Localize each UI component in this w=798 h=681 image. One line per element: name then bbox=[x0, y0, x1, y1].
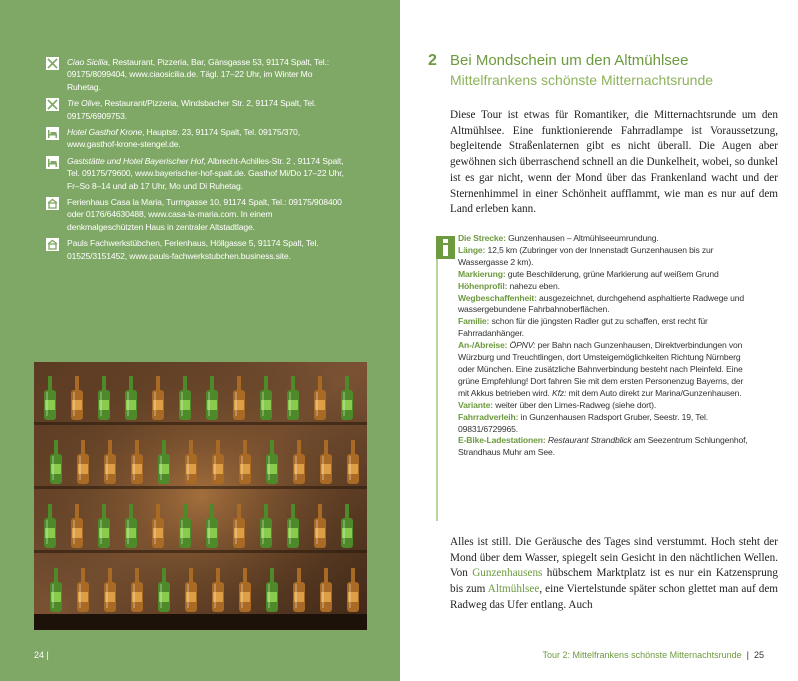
page-number: 24 bbox=[34, 650, 45, 660]
listing-details: Pauls Fachwerkstübchen, Ferienhaus, Höllgasse 5, 91174 Spalt, Tel. 01525/3151452, www.pauls-fachwerkstubchen.business.site. bbox=[67, 238, 319, 261]
info-family: Familie: schon für die jüngsten Radler gut zu schaffen, erst recht für Fahrradanhänger. bbox=[458, 316, 708, 339]
left-page-footer: 24 | bbox=[34, 650, 49, 660]
listing-item bbox=[46, 126, 346, 151]
listing-item bbox=[46, 56, 346, 93]
listing-name: Gaststätte und Hotel Bayerischer Hof bbox=[67, 155, 204, 166]
info-travel: An-/Abreise: ÖPNV: per Bahn nach Gunzenhausen, Direktverbindungen von Würzburg und Treuchtlingen, dort Umsteigemöglichkeiten Richtung Nürnberg oder München. Eine zusätzliche Bahnverbindung besteht nach Pleinfeld. Eine grüne Empfehlung! Dort fahren Sie mit dem ersten Personenzug Bayerns, der mit Akkus betrieben wird. Kfz: mit dem Auto direkt zur Marina/Gunzenhausen. bbox=[458, 340, 744, 398]
info-length: Länge: 12,5 km (Zubringer von der Innenstadt Gunzenhausen bis zur Wassergasse 2 km). bbox=[458, 244, 714, 267]
place-link: Altmühlsee bbox=[487, 583, 540, 596]
bottle-wall-image bbox=[34, 362, 367, 630]
listing-item bbox=[46, 237, 346, 262]
info-ebike-charging: E-Bike-Ladestationen: Restaurant Strandblick am Seezentrum Schlungenhof, Strandhaus Muhr am See. bbox=[458, 435, 748, 458]
info-icon bbox=[436, 236, 455, 259]
right-page bbox=[400, 0, 798, 681]
intro-paragraph: Diese Tour ist etwas für Romantiker, die Mitternachtsrunde um den Altmühlsee. Eine funktionierende Fahrradlampe ist Voraussetzung, begleitende Straßenlaternen gibt es nicht überall. Die Augen aber gewöhnen sich überraschend schnell an die Dunkelheit, wobei, so dunkel ist es gar nicht, wenn der Mond über das Frankenland wacht und der Sternenhimmel in einer Schönheit aufflammt, wie man es nur auf dem Land erleben kann. bbox=[450, 109, 778, 216]
listings bbox=[46, 56, 346, 266]
tour-subtitle: Mittelfrankens schönste Mitternachtsrunde bbox=[450, 72, 714, 88]
page-number: 25 bbox=[753, 650, 764, 660]
listing-name: Hotel Gasthof Krone bbox=[67, 127, 143, 138]
listing-item bbox=[46, 97, 346, 122]
place-link: Gunzenhausens bbox=[472, 567, 543, 580]
house-icon bbox=[46, 197, 59, 210]
running-footer-title: Tour 2: Mittelfrankens schönste Mitternachtsrunde bbox=[542, 650, 742, 660]
tour-info-box bbox=[458, 233, 748, 459]
listing-name: Tre Olive bbox=[67, 98, 100, 109]
house-icon bbox=[46, 238, 59, 251]
bottle-wall-photo bbox=[34, 362, 367, 630]
info-elevation: Höhenprofil: nahezu eben. bbox=[458, 280, 560, 291]
info-route: Die Strecke: Gunzenhausen – Altmühlseeumrundung. bbox=[458, 233, 659, 243]
listing-name: Ciao Sicilia bbox=[67, 57, 108, 67]
info-surface: Wegbeschaffenheit: ausgezeichnet, durchgehend asphaltierte Radwege und wassergebundene Fahrbahnoberflächen. bbox=[458, 292, 744, 315]
listing-details: , Restaurant/Pizzeria, Windsbacher Str. 2, 91174 Spalt, Tel. 09175/6909753. bbox=[67, 98, 317, 121]
outro-paragraph: Alles ist still. Die Geräusche des Tages sind verstummt. Hoch steht der Mond über dem Wasser, spiegelt sein Gesicht in den nächtlichen Wellen. Von Gunzenhausens hübschem Marktplatz ist es nur ein Katzensprung bis zum Altmühlsee, eine Viertelstunde später schon glettet man auf dem Radweg das Ufer entlang. Auch bbox=[450, 536, 778, 611]
bed-icon bbox=[46, 156, 59, 169]
bed-icon bbox=[46, 127, 59, 140]
listing-details: , Hauptstr. 23, 91174 Spalt, Tel. 09175/370, www.gasthof-krone-stengel.de. bbox=[67, 127, 300, 150]
tour-title: Bei Mondschein um den Altmühlsee bbox=[450, 52, 689, 69]
listing-item bbox=[46, 196, 346, 233]
listing-details: , Restaurant, Pizzeria, Bar, Gänsgasse 53, 91174 Spalt, Tel.: 09175/8099404, www.ciaosicilia.de. Tägl. 17–22 Uhr, im Winter Mo Ruhetag. bbox=[67, 57, 329, 92]
right-page-footer: Tour 2: Mittelfrankens schönste Mitternachtsrunde | 25 bbox=[542, 650, 764, 660]
listing-details: , Albrecht-Achilles-Str. 2 , 91174 Spalt, Tel. 09175/79600, www.bayerischer-hof-spalt.de. Gasthof Mi/Do 17–22 Uhr, Fr–So 8–14 und ab 17 Uhr, Mo und Di Ruhetag. bbox=[67, 155, 344, 191]
listing-details: Ferienhaus Casa la Maria, Turmgasse 10, 91174 Spalt, Tel.: 09175/908400 oder 0176/64630488, www.casa-la-maria.com. In einem denkmalgeschützten Haus in zentraler Altstadtlage. bbox=[67, 197, 342, 232]
info-variant: Variante: weiter über den Limes-Radweg (siehe dort). bbox=[458, 399, 657, 410]
info-marking: Markierung: gute Beschilderung, grüne Markierung auf weißem Grund bbox=[458, 268, 719, 279]
cutlery-icon bbox=[46, 98, 59, 111]
info-bike-rental: Fahrradverleih: in Gunzenhausen Radsport Gruber, Seestr. 19, Tel. 09831/6729965. bbox=[458, 411, 708, 434]
info-divider bbox=[436, 259, 438, 521]
cutlery-icon bbox=[46, 57, 59, 70]
listing-item bbox=[46, 155, 346, 192]
tour-number: 2 bbox=[428, 52, 437, 69]
